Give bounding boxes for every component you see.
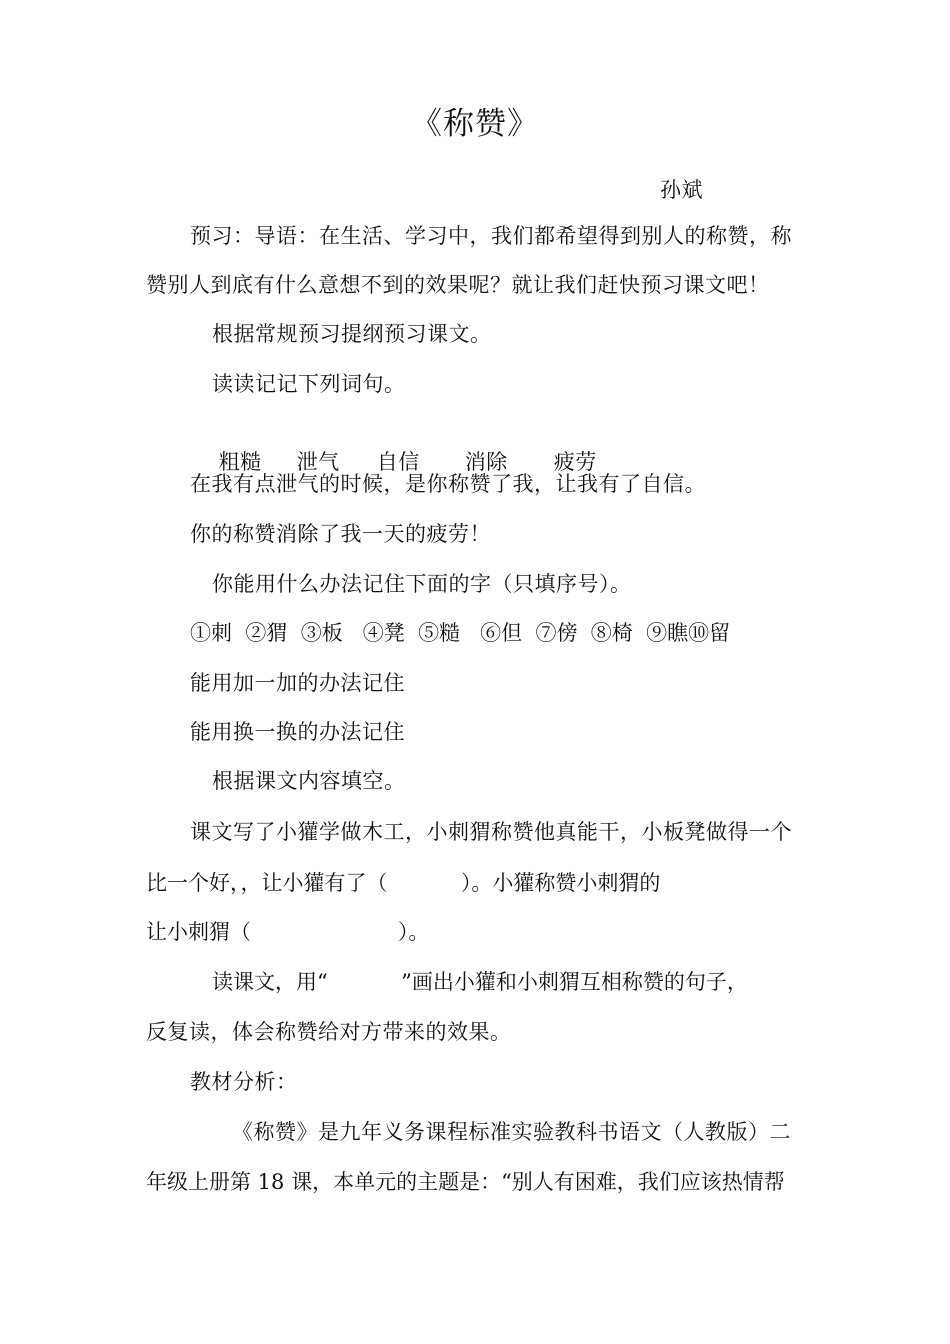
text-line: 根据常规预习提纲预习课文。 [212,322,492,346]
vocabulary-word: 粗糙 [218,450,262,474]
text-line: 课文写了小獾学做木工，小刺猬称赞他真能干，小板凳做得一个 [190,820,792,844]
vocabulary-word: 泄气 [296,450,340,474]
character-list: ①刺 ②猬 ③板 ④凳 ⑤糙 ⑥但 ⑦傍 ⑧椅 ⑨瞧⑩留 [190,621,731,645]
text-line: 能用加一加的办法记住 [190,671,405,695]
document-title: 《称赞》 [411,106,539,142]
text-line: 能用换一换的办法记住 [190,720,405,744]
text-line: 你的称赞消除了我一天的疲劳！ [190,522,491,546]
text-line: 预习：导语：在生活、学习中，我们都希望得到别人的称赞，称 [190,224,792,248]
text-line: 年级上册第 18 课，本单元的主题是：“别人有困难，我们应该热情帮 [146,1170,785,1194]
vocabulary-word: 疲劳 [553,450,597,474]
text-line: 赞别人到底有什么意想不到的效果呢？就让我们赶快预习课文吧！ [146,273,770,297]
fill-blank-line: 比一个好，，让小獾有了（ ）。小獾称赞小刺猬的 [146,871,661,895]
text-line: 反复读，体会称赞给对方带来的效果。 [146,1020,512,1044]
text-line: 根据课文内容填空。 [212,769,406,793]
vocabulary-word: 自信 [376,450,420,474]
section-heading: 教材分析： [190,1070,298,1094]
text-line: 读课文，用“ ”画出小獾和小刺猬互相称赞的句子， [212,970,748,994]
text-line: 你能用什么办法记住下面的字（只填序号）。 [212,572,632,596]
author-name: 孙斌 [660,178,703,202]
vocabulary-word: 消除 [464,450,508,474]
fill-blank-line: 让小刺猬（ ）。 [146,920,430,944]
text-line: 读读记记下列词句。 [212,372,406,396]
text-line: 《称赞》是九年义务课程标准实验教科书语文（人教版）二 [232,1120,791,1144]
text-line: 在我有点泄气的时候，是你称赞了我，让我有了自信。 [190,472,706,496]
